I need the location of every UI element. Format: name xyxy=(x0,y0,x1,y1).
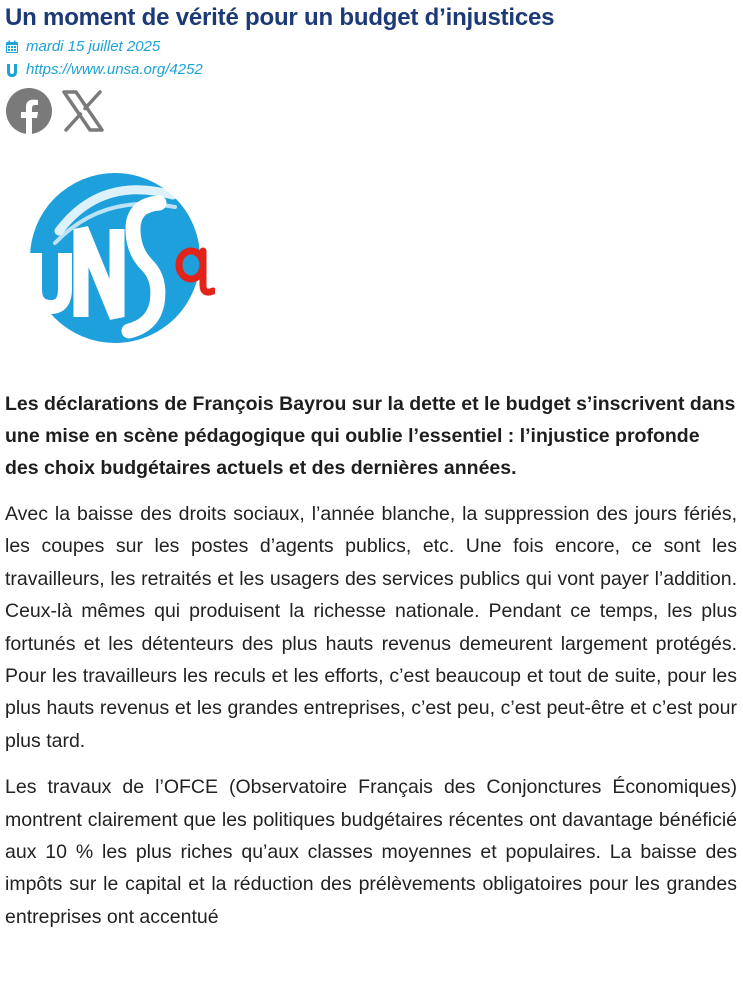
article-paragraph-2: Les travaux de l’OFCE (Observatoire Français des Conjonctures Économiques) montrent clairement que les politiques budgétaires récentes ont davantage bénéficié aux 10 % les plus riches qu’aux classes moyennes et populaires. La baisse des impôts sur le capital et la réduction des prélèvements obligatoires pour les grandes entreprises ont accentué xyxy=(5,776,737,928)
article-date xyxy=(5,35,737,58)
article-lead: Les déclarations de François Bayrou sur la dette et le budget s’inscrivent dans une mise en scène pédagogique qui oublie l’essentiel : l’injustice profonde des choix budgétaires actuels et des dernières années. xyxy=(5,393,736,479)
unsa-logo xyxy=(25,167,215,347)
article-paragraph-1: Avec la baisse des droits sociaux, l’année blanche, la suppression des jours fériés, les coupes sur les postes d’agents publics, etc. Une fois encore, ce sont les travailleurs, les retraités et les usagers des services publics qui vont payer l’addition. Ceux-là mêmes qui produisent la richesse nationale. Pendant ce temps, les plus fortunés et les détenteurs des plus hauts revenus demeurent largement protégés. Pour les travailleurs les reculs et les efforts, c’est beaucoup et tout de suite, pour les plus hauts revenus et les grandes entreprises, c’est peu, c’est peut-être et c’est pour plus tard. xyxy=(5,503,737,752)
unsa-u-icon xyxy=(5,63,19,77)
share-bar xyxy=(5,89,737,137)
x-icon xyxy=(61,89,105,138)
article-url-link[interactable]: https://www.unsa.org/4252 xyxy=(26,61,203,78)
article-title: Un moment de vérité pour un budget d’injustices xyxy=(5,4,555,31)
article-link xyxy=(5,58,737,81)
facebook-icon xyxy=(5,87,53,140)
calendar-icon xyxy=(5,40,19,54)
facebook-share-button[interactable] xyxy=(5,89,53,137)
x-share-button[interactable] xyxy=(59,89,107,137)
date-text: mardi 15 juillet 2025 xyxy=(26,38,161,55)
